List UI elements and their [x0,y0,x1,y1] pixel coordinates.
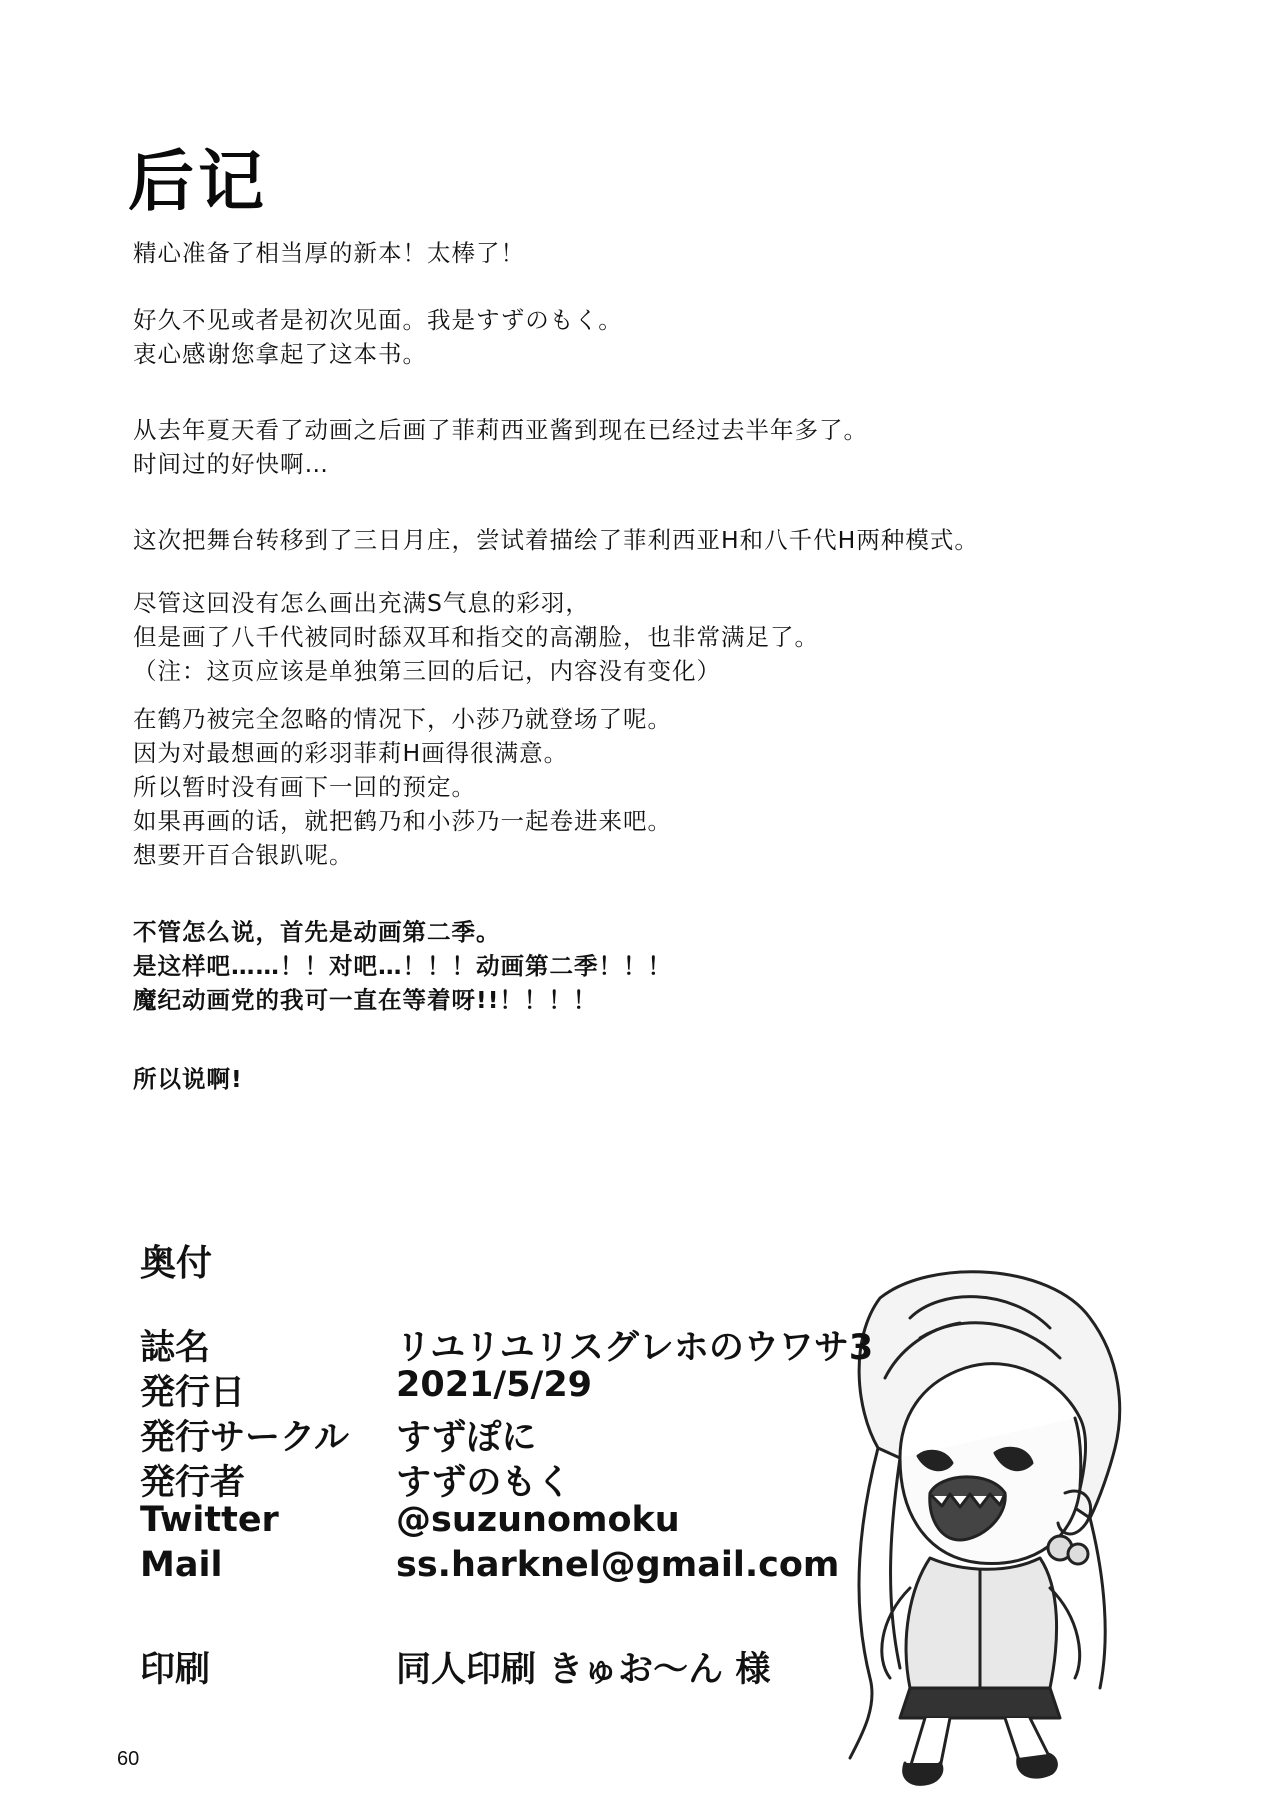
colophon-value-circle: すずぽに [396,1418,537,1458]
colophon-label-title: 誌名 [140,1328,211,1368]
text-line: （注：这页应该是单独第三回的后记，内容没有变化） [133,657,721,685]
text-line: 从去年夏天看了动画之后画了菲莉西亚酱到现在已经过去半年多了。 [133,416,868,444]
text-line: 不管怎么说，首先是动画第二季。 [133,918,501,946]
text-line: 在鹤乃被完全忽略的情况下，小莎乃就登场了呢。 [133,705,672,733]
colophon-label-date: 発行日 [140,1373,246,1413]
text-line: 因为对最想画的彩羽菲莉H画得很满意。 [133,739,569,767]
text-line: 时间过的好快啊… [133,450,329,478]
page-number: 60 [117,1748,140,1770]
colophon-value-title: リユリユリスグレホのウワサ3 [396,1328,874,1368]
text-line: 但是画了八千代被同时舔双耳和指交的高潮脸，也非常满足了。 [133,623,819,651]
colophon-label-publisher: 発行者 [140,1463,246,1503]
colophon-value-printer: 同人印刷 きゅお〜ん 様 [396,1650,771,1690]
text-line: 尽管这回没有怎么画出充满S气息的彩羽， [133,589,590,617]
colophon-value-twitter: @suzunomoku [396,1500,680,1540]
text-line: 精心准备了相当厚的新本！太棒了！ [133,239,525,267]
afterword-paragraph-3 [133,413,868,481]
afterword-paragraph-8 [133,1062,243,1096]
text-line: 是这样吧……！！对吧…！！！动画第二季！！！ [133,952,672,980]
text-line: 如果再画的话，就把鹤乃和小莎乃一起卷进来吧。 [133,807,672,835]
afterword-paragraph-2 [133,303,623,371]
text-line: 衷心感谢您拿起了这本书。 [133,340,427,368]
colophon-value-publisher: すずのもく [396,1463,572,1503]
text-line: 魔纪动画党的我可一直在等着呀!!！！！！ [133,986,598,1014]
afterword-paragraph-5 [133,586,819,688]
colophon-value-mail: ss.harknel@gmail.com [396,1545,840,1585]
text-line: 想要开百合银趴呢。 [133,841,354,869]
colophon-value-date: 2021/5/29 [396,1365,593,1405]
text-line: 好久不见或者是初次见面。我是すずのもく。 [133,306,623,334]
afterword-paragraph-7 [133,915,672,1017]
text-line: 这次把舞台转移到了三日月庄，尝试着描绘了菲利西亚H和八千代H两种模式。 [133,526,979,554]
colophon-heading: 奥付 [140,1243,213,1284]
colophon-label-circle: 発行サークル [140,1418,349,1458]
colophon-label-twitter: Twitter [140,1500,279,1540]
text-line: 所以说啊! [133,1065,243,1093]
afterword-paragraph-6 [133,702,672,872]
text-line: 所以暂时没有画下一回的预定。 [133,773,476,801]
afterword-title: 后记 [128,143,268,220]
afterword-paragraph-4 [133,523,979,557]
afterword-paragraph-1 [133,236,525,270]
colophon-label-printer: 印刷 [140,1650,211,1690]
colophon-label-mail: Mail [140,1545,223,1585]
